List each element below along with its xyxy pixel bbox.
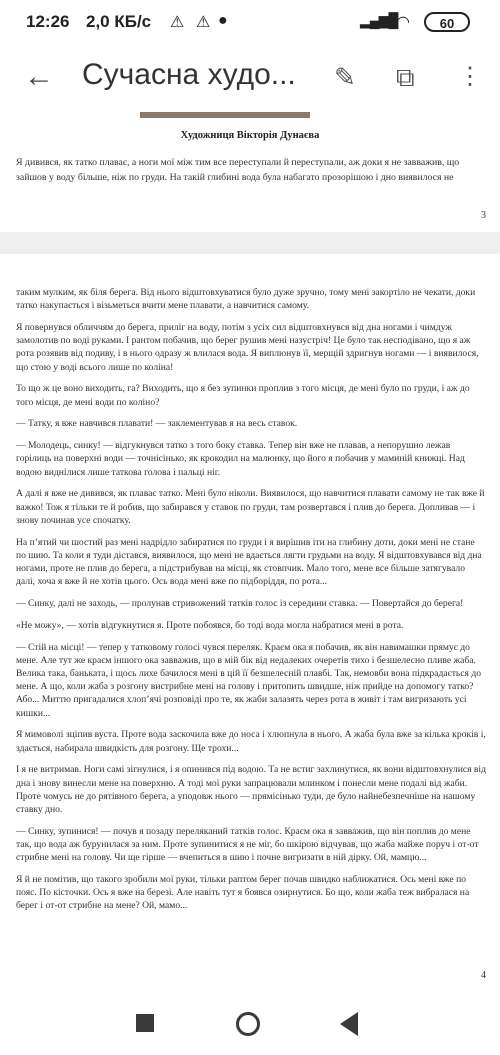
- home-button[interactable]: [236, 1012, 260, 1036]
- illustration-caption: Художниця Вікторія Дунаєва: [180, 130, 320, 141]
- paragraph: — Синку, зупинися! — почув я позаду переляканий татків голос. Краєм ока я завважив, що він поплив до мене так, що вода аж бурунилася за ним. Проте зупинитися я не міг, бо шкірою відчував, що жаба майже поруч і от-от стрибне мені на голову. Чи ще гірше — вчепиться в шию і почне вигризати в ній дірку. Ой, мамцю...: [16, 825, 479, 864]
- back-arrow-icon[interactable]: ←: [24, 60, 54, 93]
- recents-button[interactable]: [136, 1014, 154, 1032]
- signal-icon: ▂▄▆█: [360, 12, 398, 28]
- illustration-edge: [140, 112, 310, 118]
- paragraph: Я й не помітив, що такого зробили мої руки, тільки раптом берег почав швидко наближатися. Ось мені вже по пояс. По кісточки. Ось я вже на березі. Але навіть тут я боявся озирнутися. Бо що, коли жаба теж вибралася на берег і от-от стрибне на мене? Ой, мамо...: [16, 874, 470, 912]
- paragraph: А далі я вже не дивився, як плаває татко. Мені було ніколи. Виявилося, що навчитися плавати самому не так вже й важко! Тож я тільки те й робив, що забирався у ставок по груди, там розвертався і плив до берега. Допливав — і знову починав усе спочатку.: [16, 488, 485, 526]
- document-title: Сучасна худо...: [82, 58, 296, 91]
- more-vert-icon[interactable]: ⋮: [458, 63, 482, 90]
- paragraph: І я не витримав. Ноги самі зігнулися, і я опинився під водою. Та не встиг захлинутися, як вони відштовхнулися від дна і знову винесли мене на поверхню. А тоді мої руки запрацювали млинком і понесли мене подалі від жаби. Проте чомусь не до рятівного берега, а уподовж нього — прямісінько туди, де було найнебезпечніше на нашому ставку дно.: [16, 764, 486, 816]
- paragraph: — Татку, я вже навчився плавати! — заклементував я на весь ставок.: [16, 418, 298, 430]
- paragraph: — Стій на місці! — тепер у татковому голосі чувся переляк. Краєм ока я побачив, як він навимашки прямує до мене. Але тут же краєм іншого ока завважив, що в мій бік від недалеких очеретів тихо і безшелесно пливе жаба. Велика така, баньката, і щось лихе бачилося мені в цій її безшелесній плавбі. Так, немовби вона підкрадається до мене. А що, коли жаба з розгону вистрибне мені на голову і притопить швидше, ніж прийде на допомогу татко? Або... Миттю пригадалися хлоп’ячі розповіді про те, як жаби залазять через рота в живіт і там вигризають усі кишки...: [16, 641, 482, 719]
- page-number: 4: [481, 970, 486, 981]
- warning-icon: ⚠: [170, 14, 185, 31]
- paragraph: На п’ятий чи шостий раз мені надрідло забиратися по груди і я вирішив іти на глибину доти, доки мені не стане по шию. Та коли я туди дістався, виявилося, що мені не вдається лягти грудьми на воду. Я відштовхувався від дна ногами, проте не плив до берега, а підстрибував на місці, як стовпчик. Мало того, мене все більше затягувало далі, хоча я вже й не хотів цього. Ось вода мені вже по підборіддя, по рота...: [16, 536, 482, 588]
- paragraph: — Синку, далі не заходь, — пролунав стривожений татків голос із середини ставка. — Повертайся до берега!: [16, 598, 464, 610]
- app-bar: [0, 44, 500, 112]
- page-4-text: [16, 286, 486, 921]
- page-number: 3: [481, 210, 486, 221]
- status-time: 12:26: [26, 12, 70, 31]
- paragraph: Я мимоволі зціпив вуста. Проте вода заскочила вже до носа і хлюпнула в нього. А жаба була вже за кілька кроків і, здається, набирала швидкість для розгону. Ще трохи...: [16, 729, 486, 754]
- warning-icon: ⚠: [196, 14, 211, 31]
- paragraph: «Не можу», — хотів відгукнутися я. Проте побоявся, бо тоді вода могла набратися мені в рота.: [16, 619, 404, 631]
- notification-icon: ●: [218, 12, 228, 29]
- paragraph: То що ж це воно виходить, га? Виходить, що я без зупинки проплив з того місця, де мені було по груди, і аж до того місця, де мені води по коліно?: [16, 383, 470, 408]
- navigation-bar: [0, 1000, 500, 1055]
- paragraph: таким мулким, як біля берега. Від нього відштовхуватися було дуже зручно, тому мені закортіло не чекати, доки татко накупається і візьметься вчити мене плавати, а навчитися самому.: [16, 287, 476, 312]
- paragraph: Я повернувся обличчям до берега, приліг на воду, потім з усіх сил відштовхнувся від дна ногами і чимдуж замолотив по воді руками. І рантом побачив, що берег рушив мені назустріч! Це було так несподівано, що я аж рота розявив від подиву, і в нього одразу ж влилася вода. Я виплюнув її, мерщій здригнув ногами — і виявилося, що стою у воді всього лише по коліна!: [16, 322, 479, 373]
- wifi-icon: ◠: [396, 14, 410, 31]
- status-speed: 2,0 КБ/с: [86, 12, 152, 31]
- pencil-icon[interactable]: ✎: [334, 62, 356, 92]
- page-3-text: Я дивився, як татко плаває, а ноги мої між тим все переступали й переступали, аж доки я не завважив, що зайшов у воду більше, ніж по груди. На такій глибині вода була набагато прозорішою і дно виявилося не: [16, 157, 460, 183]
- page-separator: [0, 232, 500, 254]
- paragraph: — Молодець, синку! — відгукнувся татко з того боку ставка. Тепер він вже не плавав, а непорушно лежав горілиць на поверхні води — точнісінько, як крокодил на малюнку, що його я побачив у маминій книжці. Над водою виднілися лише таткова голова і пальці ніг.: [16, 440, 465, 478]
- back-button[interactable]: [340, 1012, 358, 1036]
- battery-indicator: 60: [424, 12, 470, 32]
- status-bar: [0, 0, 500, 44]
- open-external-icon[interactable]: ⧉: [396, 62, 415, 92]
